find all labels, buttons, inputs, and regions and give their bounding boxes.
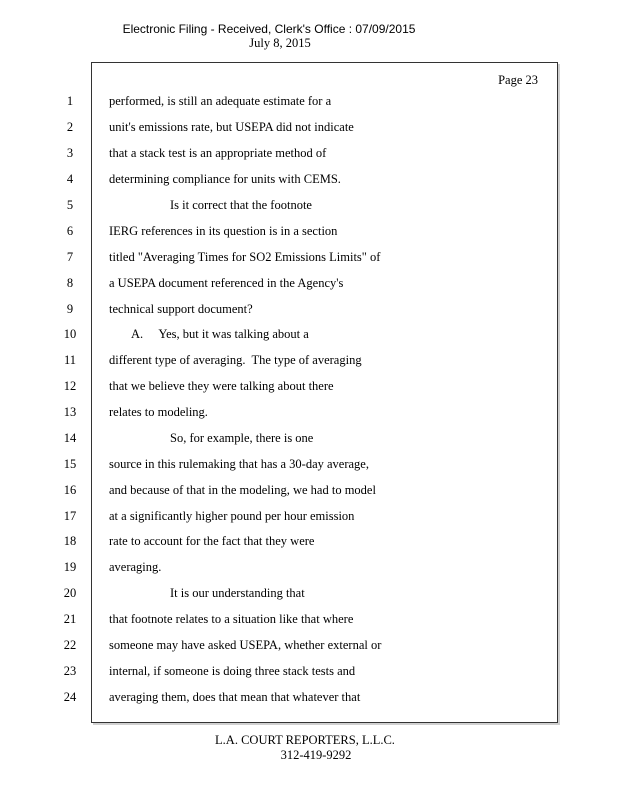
transcript-line: IERG references in its question is in a section: [109, 224, 338, 238]
transcript-line: averaging.: [109, 560, 162, 574]
filing-stamp: Electronic Filing - Received, Clerk's Office : 07/09/2015: [122, 22, 416, 36]
line-number: 22: [63, 638, 77, 652]
transcript-line: someone may have asked USEPA, whether external or: [109, 638, 382, 652]
line-number: 20: [63, 586, 77, 600]
line-number: 5: [66, 198, 74, 212]
line-number: 16: [63, 483, 77, 497]
line-number: 15: [63, 457, 77, 471]
transcript-line: source in this rulemaking that has a 30-day average,: [109, 457, 369, 471]
transcript-line: at a significantly higher pound per hour emission: [109, 509, 355, 523]
line-number: 4: [66, 172, 74, 186]
transcript-line: It is our understanding that: [170, 586, 305, 600]
transcript-line: performed, is still an adequate estimate for a: [109, 94, 332, 108]
line-number: 18: [63, 534, 77, 548]
transcript-line: different type of averaging. The type of averaging: [109, 353, 362, 367]
line-number: 2: [66, 120, 74, 134]
transcript-line: and because of that in the modeling, we had to model: [109, 483, 376, 497]
line-number: 13: [63, 405, 77, 419]
transcript-line: technical support document?: [109, 302, 253, 316]
line-number: 3: [66, 146, 74, 160]
line-number: 10: [63, 327, 77, 341]
line-number: 8: [66, 276, 74, 290]
transcript-line: unit's emissions rate, but USEPA did not indicate: [109, 120, 354, 134]
line-number: 1: [66, 94, 74, 108]
line-number: 21: [63, 612, 77, 626]
court-reporter-name: L.A. COURT REPORTERS, L.L.C.: [215, 733, 395, 747]
transcript-line: Is it correct that the footnote: [170, 198, 312, 212]
transcript-line: that footnote relates to a situation like that where: [109, 612, 354, 626]
transcript-line: that a stack test is an appropriate method of: [109, 146, 327, 160]
court-reporter-phone: 312-419-9292: [280, 748, 352, 762]
line-number: 19: [63, 560, 77, 574]
line-number: 7: [66, 250, 74, 264]
transcript-date: July 8, 2015: [249, 36, 311, 50]
page-number: Page 23: [498, 73, 538, 87]
line-number: 14: [63, 431, 77, 445]
transcript-line: a USEPA document referenced in the Agency's: [109, 276, 344, 290]
transcript-line: titled "Averaging Times for SO2 Emissions Limits" of: [109, 250, 381, 264]
transcript-line: rate to account for the fact that they were: [109, 534, 315, 548]
transcript-line: relates to modeling.: [109, 405, 208, 419]
line-number: 11: [63, 353, 77, 367]
transcript-line: determining compliance for units with CEMS.: [109, 172, 341, 186]
transcript-line: So, for example, there is one: [170, 431, 314, 445]
transcript-line: that we believe they were talking about there: [109, 379, 334, 393]
line-number: 23: [63, 664, 77, 678]
line-number: 6: [66, 224, 74, 238]
line-number: 17: [63, 509, 77, 523]
line-number: 9: [66, 302, 74, 316]
line-number: 24: [63, 690, 77, 704]
line-number: 12: [63, 379, 77, 393]
transcript-line: averaging them, does that mean that whatever that: [109, 690, 361, 704]
transcript-line: A. Yes, but it was talking about a: [131, 327, 309, 341]
transcript-line: internal, if someone is doing three stack tests and: [109, 664, 356, 678]
